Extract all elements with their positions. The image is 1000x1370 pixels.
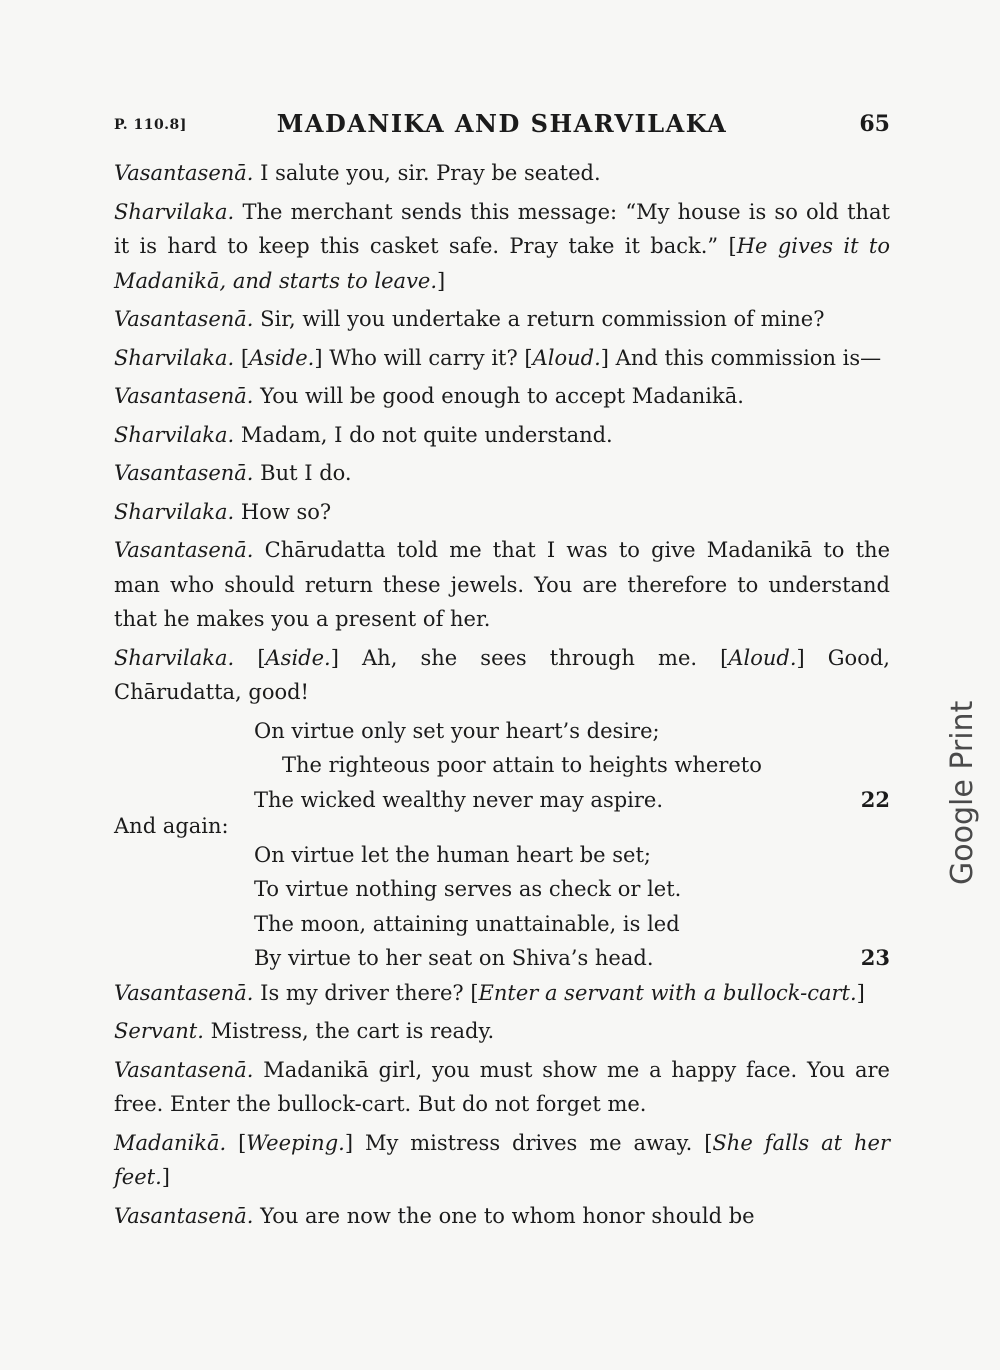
speech (114, 418, 890, 453)
stage-direction: Aside. (249, 345, 315, 370)
speaker-name: Madanikā. (114, 1130, 227, 1155)
speech-text: ] (161, 1165, 170, 1189)
speech-text: I salute you, sir. Pray be seated. (260, 161, 601, 185)
speaker-name: Sharvilaka. (114, 422, 235, 447)
running-header (114, 109, 890, 141)
speaker-name: Sharvilaka. (114, 345, 235, 370)
speech (114, 1126, 890, 1195)
speaker-name: Vasantasenā. (114, 307, 254, 331)
verse-line-text: By virtue to her seat on Shiva’s head. (254, 946, 654, 970)
verse-line: The moon, attaining unattainable, is led (254, 911, 680, 936)
speech (114, 641, 890, 710)
verse-line: On virtue let the human heart be set; (254, 842, 652, 867)
speech-text: ] My mistress drives me away. [ (344, 1130, 713, 1155)
stage-direction: He gives it to Madanikā, and starts to leave. (114, 234, 890, 293)
speech-text: ] (437, 268, 446, 293)
speech-text: Is my driver there? [ (260, 980, 479, 1005)
speech (114, 302, 890, 337)
speech (114, 976, 890, 1011)
speech (114, 379, 890, 414)
google-print-watermark: Google Print (945, 700, 980, 885)
speech-text: Sir, will you undertake a return commission of mine? (260, 307, 825, 331)
speaker-name: Vasantasenā. (114, 538, 254, 562)
speech (114, 1053, 890, 1122)
speaker-name: Vasantasenā. (114, 161, 254, 185)
speech (114, 533, 890, 637)
speech-text: You are now the one to whom honor should be (260, 1203, 755, 1228)
verse-number: 23 (860, 945, 890, 970)
speech-text: You will be good enough to accept Madanikā. (260, 384, 744, 408)
speech (114, 195, 890, 299)
speech-text: [ (257, 645, 266, 670)
speech (114, 156, 890, 191)
stage-direction: Aloud. (728, 645, 797, 670)
stage-direction: She falls at her feet. (114, 1130, 890, 1189)
speaker-name: Vasantasenā. (114, 1057, 254, 1082)
speech-text: How so? (240, 499, 332, 524)
speech-text: ] Good, Chārudatta, good! (114, 645, 890, 704)
speech-text: Madam, I do not quite understand. (240, 422, 613, 447)
verse-line-text: The wicked wealthy never may aspire. (254, 787, 664, 812)
speech-text: Mistress, the cart is ready. (210, 1019, 495, 1043)
speech-text: [ (238, 1130, 247, 1155)
speaker-name: Vasantasenā. (114, 1203, 254, 1228)
speech-text: ] Who will carry it? [ (314, 345, 533, 370)
page-number: 65 (859, 111, 890, 137)
speech-text: ] And this commission is— (600, 345, 882, 370)
speech (114, 495, 890, 530)
speech-text: Madanikā girl, you must show me a happy face. You are free. Enter the bullock-cart. But do not forget me. (114, 1057, 890, 1116)
verse-line (114, 941, 890, 976)
verse-line: On virtue only set your heart’s desire; (254, 718, 660, 743)
verse-line: To virtue nothing serves as check or let. (254, 877, 682, 901)
verse-number: 22 (860, 786, 890, 812)
verse-23 (114, 838, 890, 976)
speech (114, 1199, 890, 1234)
speaker-name: Vasantasenā. (114, 980, 254, 1005)
page-reference: P. 110.8] (114, 117, 187, 133)
verse-line: The righteous poor attain to heights whereto (282, 753, 762, 777)
speaker-name: Servant. (114, 1019, 204, 1043)
play-text (114, 156, 890, 1237)
stage-direction: Aside. (265, 645, 331, 670)
speaker-name: Vasantasenā. (114, 384, 254, 408)
speaker-name: Vasantasenā. (114, 461, 254, 485)
speech-text: The merchant sends this message: “My house is so old that it is hard to keep this casket safe. Pray take it back.” [ (114, 199, 890, 258)
speech-text: But I do. (260, 461, 352, 485)
stage-direction: Weeping. (246, 1130, 345, 1155)
page-title: MADANIKA AND SHARVILAKA (276, 109, 728, 138)
speech (114, 1014, 890, 1049)
speaker-name: Sharvilaka. (114, 499, 235, 524)
speech (114, 456, 890, 491)
stage-direction: Enter a servant with a bullock-cart. (478, 980, 857, 1005)
speech-text: Chārudatta told me that I was to give Madanikā to the man who should return these jewels. You are therefore to understand that he makes you a present of her. (114, 538, 890, 631)
verse-22 (114, 714, 890, 818)
speaker-name: Sharvilaka. (114, 645, 235, 670)
speech-text: ] (856, 980, 865, 1005)
speech-text: [ (240, 345, 250, 370)
verse-line (114, 783, 890, 818)
stage-direction: Aloud. (532, 345, 601, 370)
speaker-name: Sharvilaka. (114, 199, 235, 224)
and-again: And again: (114, 814, 229, 838)
speech-text: ] Ah, she sees through me. [ (330, 645, 729, 670)
speech (114, 341, 890, 376)
